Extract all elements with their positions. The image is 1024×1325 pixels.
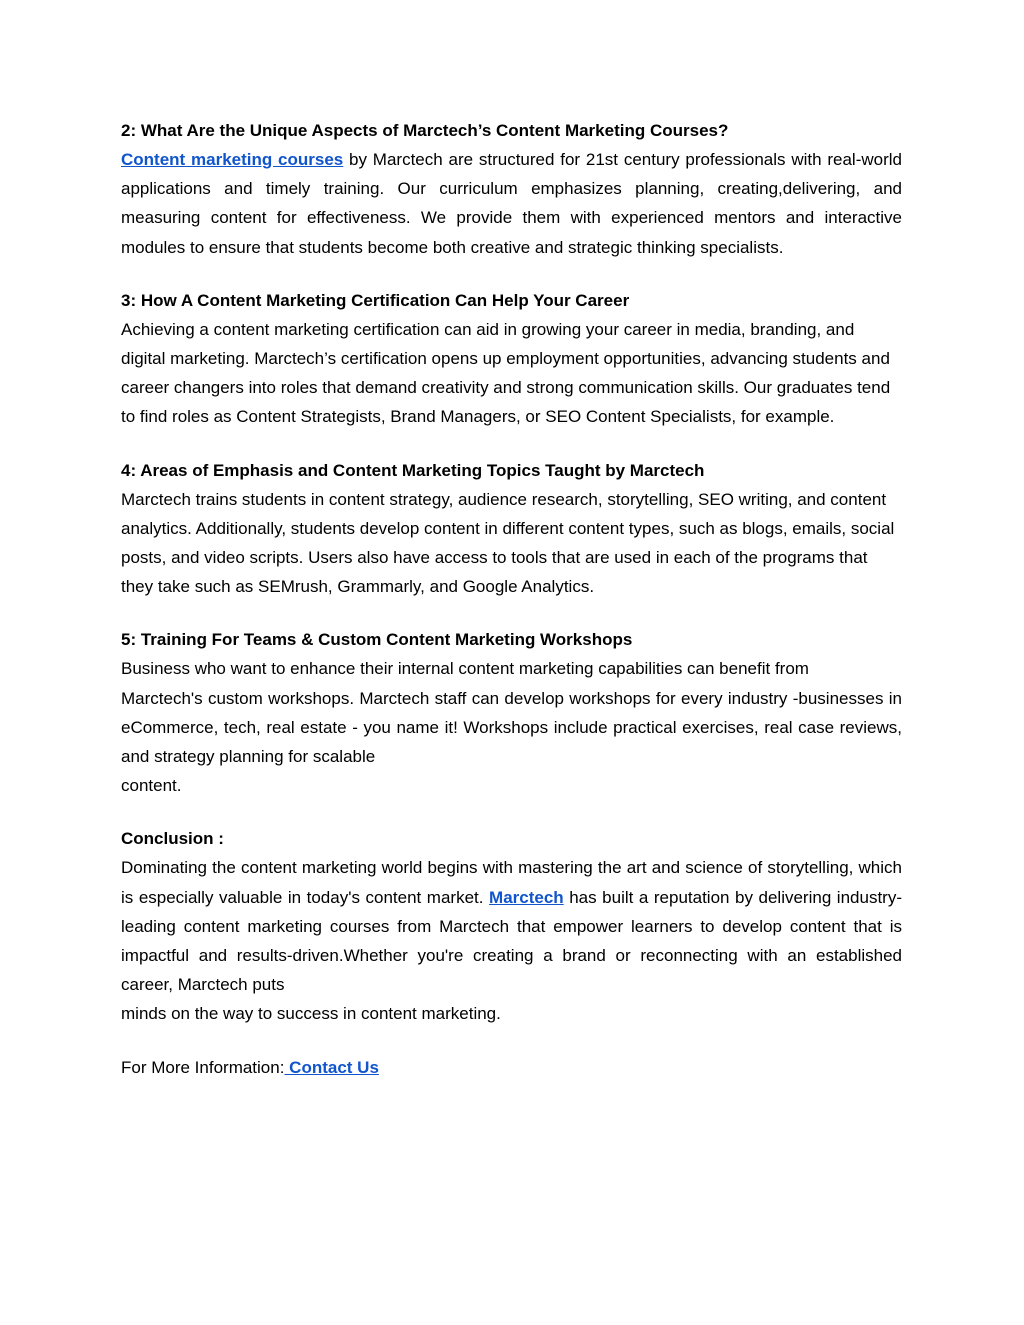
section-body [121,145,902,262]
contact-us-link[interactable]: Contact Us [284,1057,379,1077]
section-body-last-line: minds on the way to success in content marketing. [121,1004,501,1024]
section-team-workshops [121,625,902,800]
section-heading: 4: Areas of Emphasis and Content Marketing Topics Taught by Marctech [121,460,705,480]
contact-line [121,1053,902,1082]
section-body-text: by Marctech are structured for 21st century professionals with real-world applications and timely training. Our curriculum emphasizes planning, creating,delivering, and measuring content for effectiveness. We provide them with experienced mentors and interactive modules to ensure that students become both creative and strategic thinking specialists. [121,150,902,257]
section-heading: 2: What Are the Unique Aspects of Marctech’s Content Marketing Courses? [121,121,729,140]
section-body-text-before-link: Dominating the content marketing world begins with mastering the art and science of storytelling, which is especially valuable in today's content market. [121,858,902,907]
content-marketing-courses-link[interactable]: Content marketing courses [121,150,344,169]
contact-label: For More Information: [121,1057,285,1077]
section-conclusion [121,824,902,1028]
section-body [121,853,902,999]
section-unique-aspects [121,116,902,262]
section-heading: 5: Training For Teams & Custom Content Marketing Workshops [121,630,633,650]
section-body: Marctech trains students in content strategy, audience research, storytelling, SEO writing, and content analytics. Additionally, students develop content in different content types, such as blogs, emails, social posts, and video scripts. Users also have access to tools that are used in each of the programs that they take such as SEMrush, Grammarly, and Google Analytics. [121,489,895,597]
section-body-main: Marctech's custom workshops. Marctech staff can develop workshops for every industry -businesses in eCommerce, tech, real estate - you name it! Workshops include practical exercises, real case reviews, and strategy planning for scalable [121,688,902,767]
section-heading: 3: How A Content Marketing Certification Can Help Your Career [121,290,630,310]
section-body-last-line: content. [121,776,182,796]
section-heading: Conclusion : [121,829,224,849]
footer-contact [121,1053,902,1082]
section-topics-taught [121,456,902,602]
document-page [121,116,902,1106]
section-certification-career [121,286,902,432]
section-body-text-after-link: has built a reputation by delivering industry-leading content marketing courses from Marctech that empower learners to develop content that is impactful and results-driven.Whether you're creating a brand or reconnecting with an established career, Marctech puts [121,887,902,995]
section-body-first-line: Business who want to enhance their internal content marketing capabilities can benefit from [121,659,809,679]
section-body: Achieving a content marketing certification can aid in growing your career in media, branding, and digital marketing. Marctech’s certification opens up employment opportunities, advancing students and career changers into roles that demand creativity and strong communication skills. Our graduates tend to find roles as Content Strategists, Brand Managers, or SEO Content Specialists, for example. [121,319,891,427]
marctech-link[interactable]: Marctech [489,887,564,907]
